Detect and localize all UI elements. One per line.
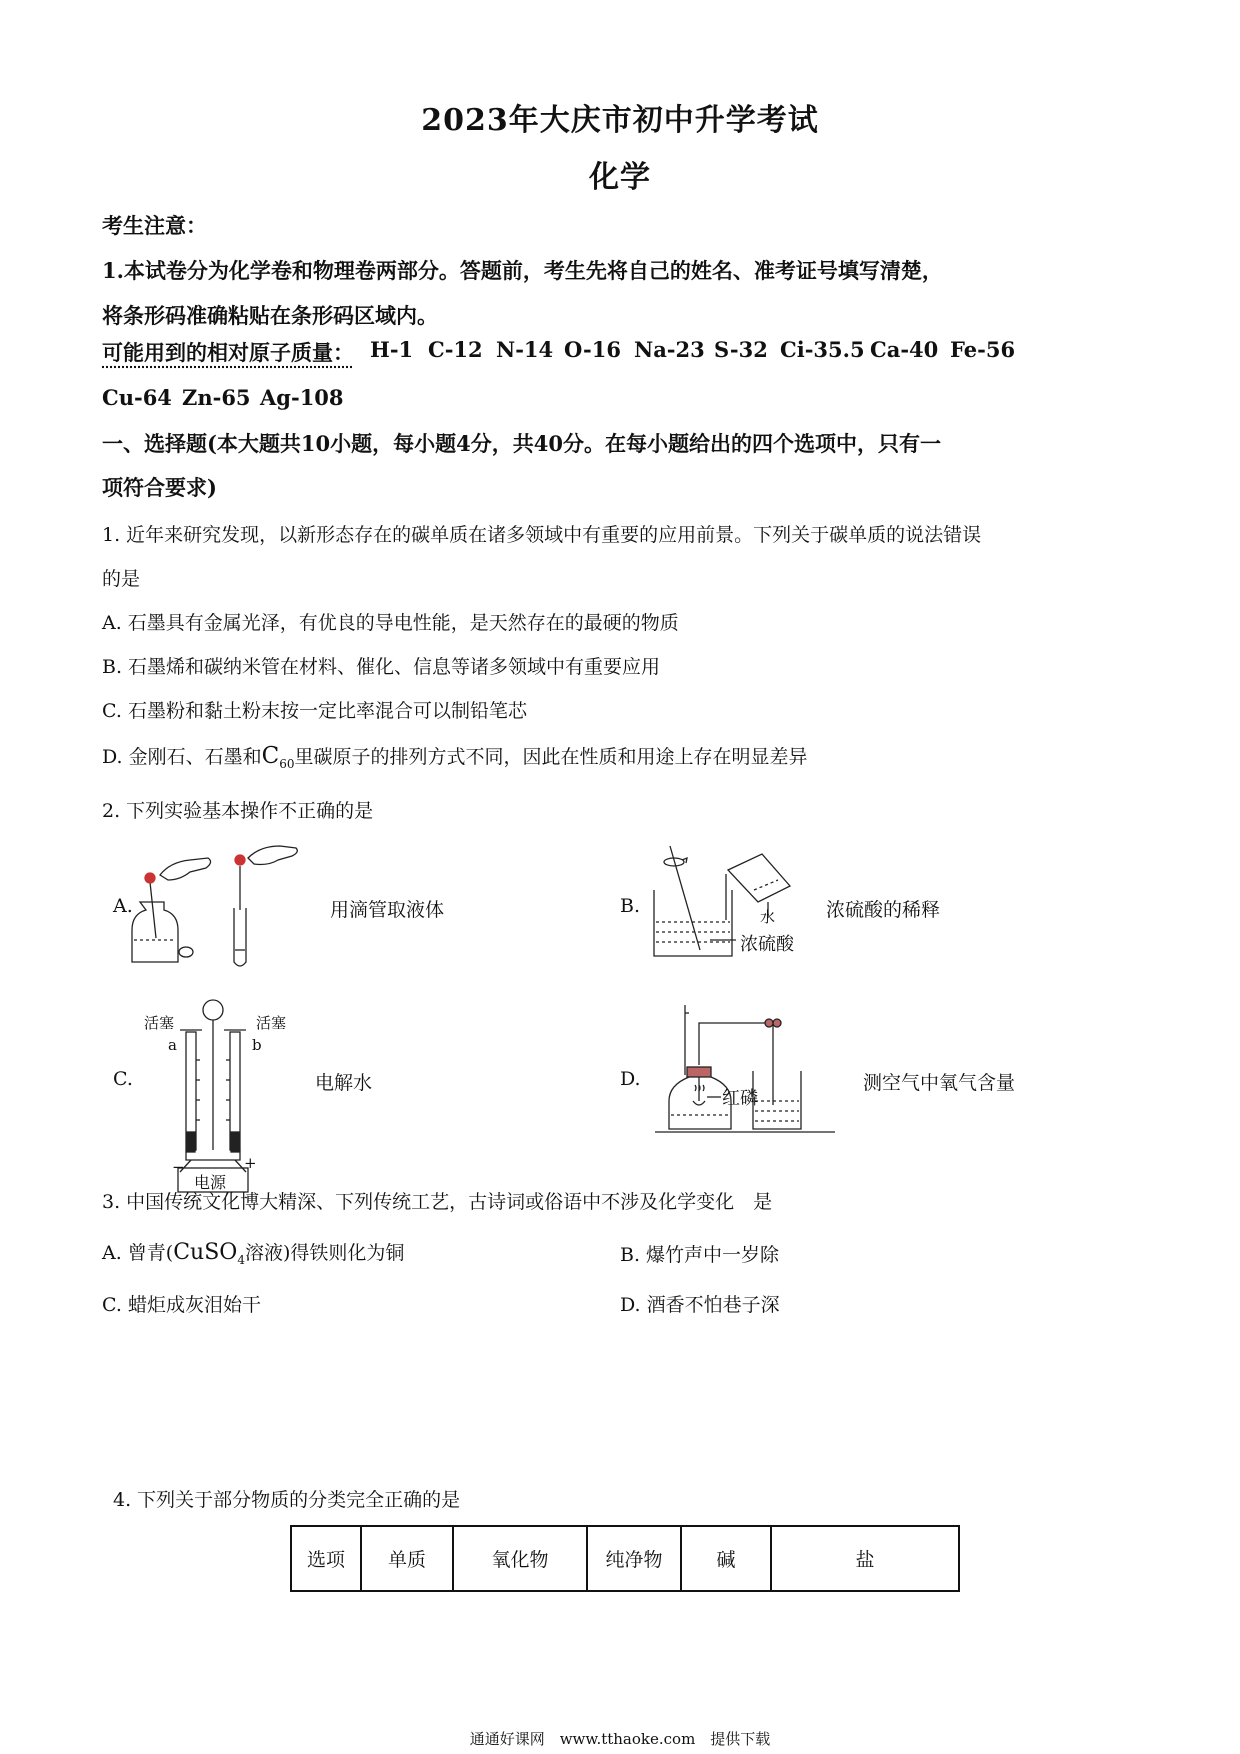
notice-line-2: 将条形码准确粘贴在条形码区域内。 xyxy=(102,303,438,328)
table-header-cell: 盐 xyxy=(771,1526,959,1591)
table-header-cell: 选项 xyxy=(291,1526,361,1591)
q1-option-a: A. 石墨具有金属光泽，有优良的导电性能，是天然存在的最硬的物质 xyxy=(102,612,679,634)
subject-title: 化学 xyxy=(589,160,651,195)
q2-option-a-caption: 用滴管取液体 xyxy=(330,899,445,921)
left-valve-label: 活塞 xyxy=(144,1014,175,1032)
table-header-cell: 纯净物 xyxy=(587,1526,681,1591)
q1-stem-line-2: 的是 xyxy=(102,568,141,590)
q2-option-d-label: D. xyxy=(620,1068,641,1090)
q1-option-d-suffix: 里碳原子的排列方式不同，因此在性质和用途上存在明显差异 xyxy=(294,746,808,768)
concentrated-acid-label: 浓硫酸 xyxy=(740,934,794,955)
q2-option-c-label: C. xyxy=(113,1068,133,1090)
electrode-a-label: a xyxy=(168,1036,177,1054)
atomic-mass-item: Cu-64 xyxy=(102,385,172,410)
q2-option-c-caption: 电解水 xyxy=(315,1072,373,1094)
water-label: 水 xyxy=(760,908,776,926)
atomic-mass-item: O-16 xyxy=(564,337,622,362)
notice-heading: 考生注意： xyxy=(102,213,207,238)
q4-stem: 4. 下列关于部分物质的分类完全正确的是 xyxy=(113,1489,461,1511)
cuso4-subscript: 4 xyxy=(237,1252,245,1267)
table-header-cell: 单质 xyxy=(361,1526,453,1591)
table-header-row xyxy=(291,1526,959,1591)
dropper-illustration xyxy=(130,840,320,970)
q1-stem-line-1: 1. 近年来研究发现，以新形态存在的碳单质在诸多领域中有重要的应用前景。下列关于碳单质的说法错误 xyxy=(102,524,982,546)
atomic-mass-item: Ag-108 xyxy=(260,385,344,410)
q3-option-d: D. 酒香不怕巷子深 xyxy=(620,1294,780,1316)
q1-option-c: C. 石墨粉和黏土粉末按一定比率混合可以制铅笔芯 xyxy=(102,700,527,722)
footer-credit: 通通好课网 www.tthaoke.com 提供下载 xyxy=(469,1730,771,1748)
negative-terminal-label: − xyxy=(172,1158,185,1176)
q2-option-b-label: B. xyxy=(620,895,641,917)
section-heading-line-2: 项符合要求) xyxy=(102,475,217,500)
cuso4-formula: CuSO xyxy=(173,1240,238,1265)
right-valve-label: 活塞 xyxy=(256,1014,287,1032)
c60-subscript: 60 xyxy=(279,756,295,771)
q2-stem: 2. 下列实验基本操作不正确的是 xyxy=(102,800,374,822)
electrode-b-label: b xyxy=(252,1036,262,1054)
q3-option-a-prefix: A. 曾青( xyxy=(102,1242,174,1264)
atomic-mass-row-2 xyxy=(102,385,502,415)
q1-option-d-prefix: D. 金刚石、石墨和 xyxy=(102,746,262,768)
atomic-mass-item: H-1 xyxy=(370,337,414,362)
atomic-mass-item: Ca-40 xyxy=(870,337,939,362)
atomic-mass-item: Na-23 xyxy=(634,337,705,362)
atomic-mass-item: N-14 xyxy=(496,337,554,362)
q3-option-a xyxy=(102,1238,404,1267)
q2-option-b-caption: 浓硫酸的稀释 xyxy=(826,899,941,921)
section-heading-line-1: 一、选择题(本大题共10小题，每小题4分，共40分。在每小题给出的四个选项中，只有一 xyxy=(102,431,941,456)
notice-line-1: 1.本试卷分为化学卷和物理卷两部分。答题前，考生先将自己的姓名、准考证号填写清楚， xyxy=(102,258,943,283)
table-header-cell: 碱 xyxy=(681,1526,771,1591)
c60-formula: C xyxy=(261,743,280,769)
q2-option-a-label: A. xyxy=(113,895,133,917)
atomic-mass-item: Zn-65 xyxy=(182,385,251,410)
table-header-cell: 氧化物 xyxy=(453,1526,587,1591)
classification-table xyxy=(290,1525,960,1592)
red-phosphorus-label: 红磷 xyxy=(722,1088,758,1109)
q3-option-a-suffix: 溶液)得铁则化为铜 xyxy=(244,1242,405,1264)
positive-terminal-label: + xyxy=(244,1154,257,1172)
atomic-mass-item: Ci-35.5 xyxy=(780,337,865,362)
q1-option-d xyxy=(102,742,808,771)
exam-title: 2023年大庆市初中升学考试 xyxy=(421,103,819,138)
electrolysis-illustration xyxy=(158,1000,268,1180)
q3-option-b: B. 爆竹声中一岁除 xyxy=(620,1244,780,1266)
atomic-mass-label: 可能用到的相对原子质量： xyxy=(102,340,354,365)
atomic-mass-item: Fe-56 xyxy=(950,337,1016,362)
q3-stem: 3. 中国传统文化博大精深、下列传统工艺，古诗词或俗语中不涉及化学变化 是 xyxy=(102,1191,773,1213)
power-source-label: 电源 xyxy=(194,1173,227,1192)
q2-option-d-caption: 测空气中氧气含量 xyxy=(863,1072,1016,1094)
q1-option-b: B. 石墨烯和碳纳米管在材料、催化、信息等诸多领域中有重要应用 xyxy=(102,656,661,678)
atomic-mass-row-1 xyxy=(102,337,1142,367)
atomic-mass-item: C-12 xyxy=(428,337,483,362)
q3-option-c: C. 蜡炬成灰泪始干 xyxy=(102,1294,261,1316)
oxygen-measurement-illustration xyxy=(655,1005,855,1135)
atomic-mass-item: S-32 xyxy=(714,337,768,362)
